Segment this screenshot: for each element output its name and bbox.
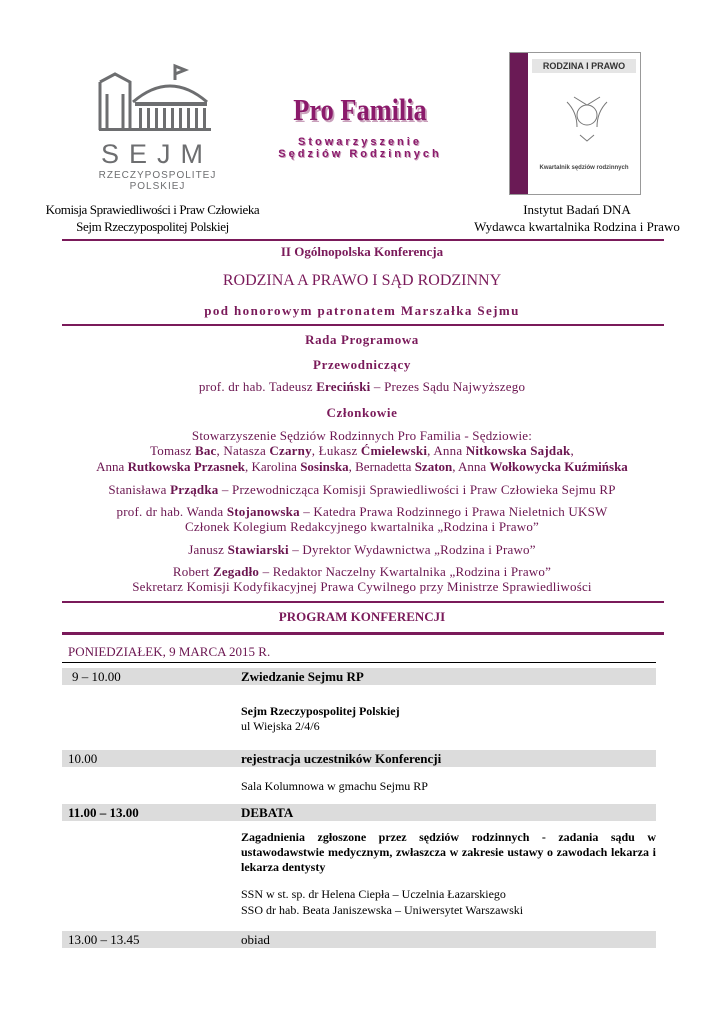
top-rule	[62, 239, 664, 241]
row-time: 13.00 – 13.45	[68, 932, 140, 947]
left-org-line2: Sejm Rzeczypospolitej Polskiej	[76, 219, 229, 234]
sejm-word: SEJM	[101, 139, 214, 169]
member-stojanowska: prof. dr hab. Wanda Stojanowska – Katedra Prawa Rodzinnego i Prawa Nieletnich UKSW	[116, 504, 608, 519]
cover-title: RODZINA I PRAWO	[542, 61, 626, 71]
eagle-emblem-icon	[562, 87, 612, 143]
row-detail-bold: Zagadnienia zgłoszone przez sędziów rodzinnych - zadania sądu w ustawodawstwie medycznym, zwłaszcza w zakresie ustawy o zawodach lekarza i lekarza dentysty	[241, 830, 656, 874]
chair-heading: Przewodniczący	[313, 357, 411, 372]
row-time: 10.00	[68, 751, 98, 766]
member-stojanowska-line2: Członek Kolegium Redakcyjnego kwartalnika „Rodzina i Prawo”	[184, 519, 540, 534]
row-activity: DEBATA	[241, 805, 294, 820]
member-zegadlo: Robert Zegadło – Redaktor Naczelny Kwartalnika „Rodzina i Prawo”	[172, 564, 552, 579]
pro-familia-sub2: Sędziów Rodzinnych	[278, 148, 442, 160]
member-przadka: Stanisława Prządka – Przewodnicząca Komisji Sprawiedliwości i Praw Człowieka Sejmu RP	[108, 482, 616, 497]
sejm-line1: RZECZYPOSPOLITEJ	[98, 170, 217, 181]
pro-familia-title: Pro Familia	[293, 92, 427, 127]
council-rule	[62, 601, 664, 603]
program-heading: PROGRAM KONFERENCJI	[278, 609, 446, 624]
cover-spine	[510, 53, 528, 194]
day-rule	[62, 662, 656, 663]
row-detail: Sala Kolumnowa w gmachu Sejmu RP	[241, 779, 428, 793]
members-heading: Członkowie	[326, 405, 398, 420]
row-detail-bold: Sejm Rzeczypospolitej Polskiej	[241, 704, 400, 718]
council-heading: Rada Programowa	[305, 332, 419, 347]
day-heading: PONIEDZIAŁEK, 9 MARCA 2015 R.	[68, 644, 271, 659]
row-time: 11.00 – 13.00	[68, 805, 139, 820]
right-org	[460, 201, 694, 235]
row-time: 9 – 10.00	[72, 669, 121, 684]
conference-title: RODZINA A PRAWO I SĄD RODZINNY	[222, 272, 502, 289]
table-row	[62, 931, 656, 948]
right-org-line2: Wydawca kwartalnika Rodzina i Prawo	[474, 219, 680, 234]
pro-familia-logo	[270, 92, 450, 160]
left-org-line1: Komisja Sprawiedliwości i Praw Człowieka	[45, 202, 260, 217]
member-stawiarski: Janusz Stawiarski – Dyrektor Wydawnictwa „Rodzina i Prawo”	[188, 542, 536, 557]
cover-subtitle: Kwartalnik sędziów rodzinnych	[539, 165, 629, 171]
row-speaker-1: SSN w st. sp. dr Helena Ciepła – Uczelnia Łazarskiego	[241, 887, 506, 901]
row-speaker-2: SSO dr hab. Beata Janiszewska – Uniwersytet Warszawski	[241, 903, 524, 917]
conference-patronage: pod honorowym patronatem Marszałka Sejmu	[204, 303, 520, 318]
left-org	[40, 201, 265, 235]
chair: prof. dr hab. Tadeusz Ereciński – Prezes Sądu Najwyższego	[198, 379, 526, 394]
program-rule	[62, 632, 664, 635]
sejm-building-icon	[95, 62, 220, 132]
association-line: Stowarzyszenie Sędziów Rodzinnych Pro Familia - Sędziowie:	[191, 428, 533, 443]
journal-cover	[509, 52, 641, 195]
row-activity: Zwiedzanie Sejmu RP	[241, 669, 364, 684]
row-detail: ul Wiejska 2/4/6	[241, 719, 320, 733]
patronage-rule	[62, 324, 664, 326]
row-activity: obiad	[241, 932, 270, 947]
right-org-line1: Instytut Badań DNA	[523, 202, 631, 217]
member-zegadlo-line2: Sekretarz Komisji Kodyfikacyjnej Prawa Cywilnego przy Ministrze Sprawiedliwości	[132, 579, 592, 594]
chair-name: Ereciński	[316, 379, 371, 394]
sejm-logo	[95, 62, 220, 197]
judges-line-1: Tomasz Bac, Natasza Czarny, Łukasz Ćmielewski, Anna Nitkowska Sajdak,	[150, 443, 574, 458]
sejm-line2: POLSKIEJ	[129, 181, 186, 192]
table-row	[62, 804, 656, 821]
judges-line-2: Anna Rutkowska Przasnek, Karolina Sosinska, Bernadetta Szaton, Anna Wołkowycka Kuźmińska	[96, 459, 628, 474]
conference-edition: II Ogólnopolska Konferencja	[280, 244, 444, 259]
row-activity: rejestracja uczestników Konferencji	[241, 751, 442, 766]
pro-familia-sub1: Stowarzyszenie	[298, 136, 422, 148]
